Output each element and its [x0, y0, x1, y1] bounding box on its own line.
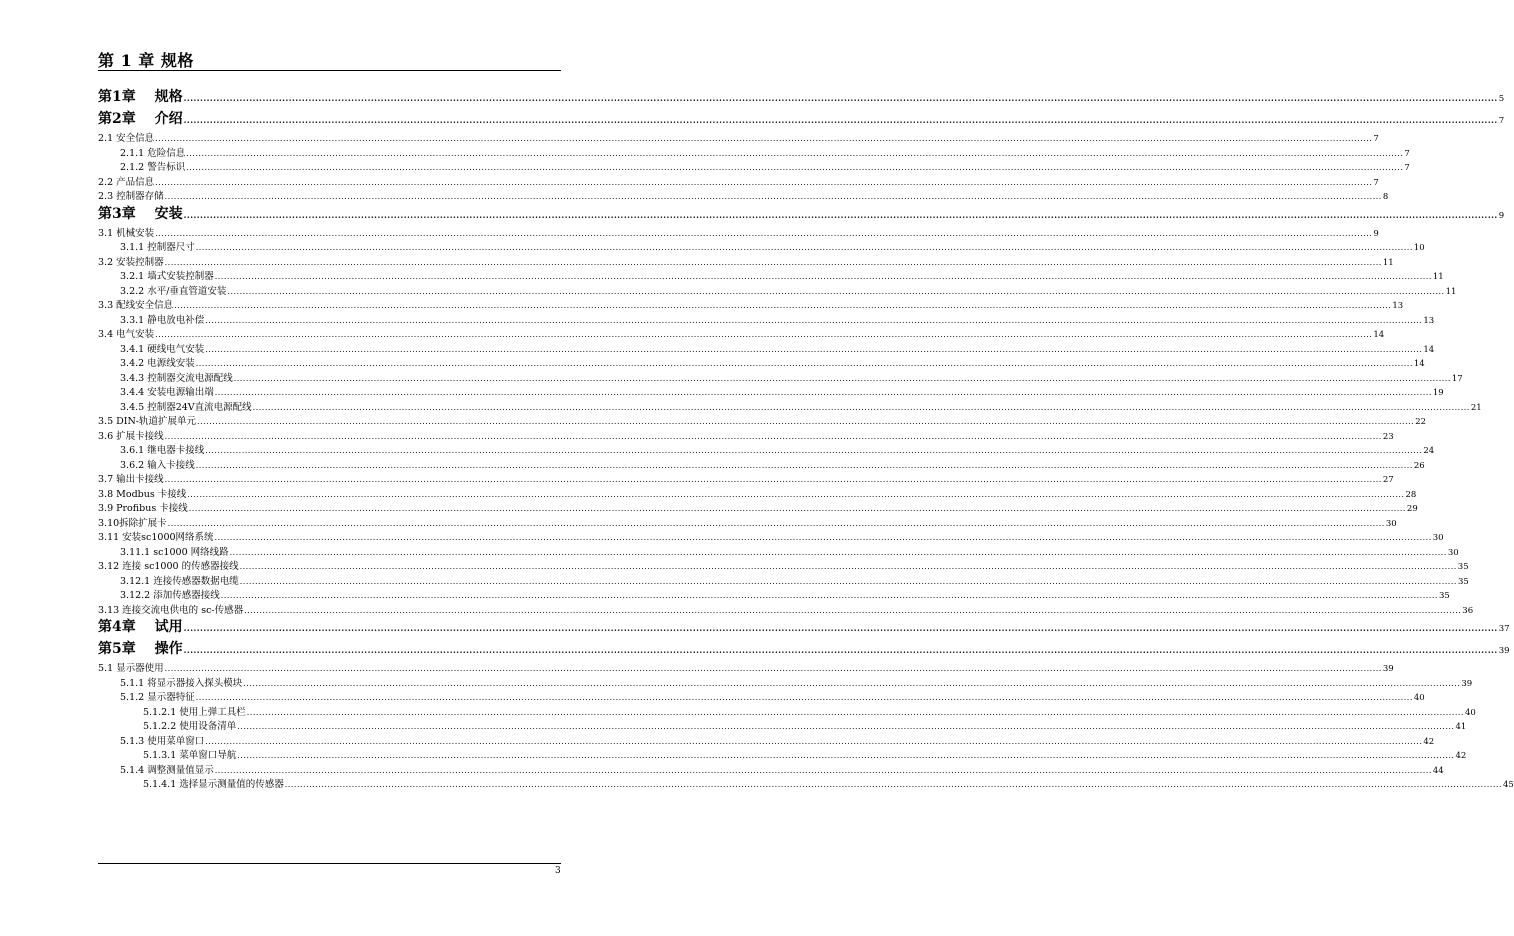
toc-dot-leader: ................................................................................................................................................................................................................................................................................................................................................................................................................ [195, 693, 1413, 702]
toc-section-entry[interactable] [98, 675, 1473, 690]
toc-section-entry[interactable] [98, 704, 1476, 719]
toc-entry-page: 30 [1385, 518, 1397, 529]
toc-entry-page: 9 [1498, 210, 1505, 221]
toc-chapter-entry[interactable] [98, 108, 1505, 130]
toc-dot-leader: ................................................................................................................................................................................................................................................................................................................................................................................................................ [183, 645, 1498, 655]
toc-entry-label: 3.6 扩展卡接线 [98, 430, 164, 442]
toc-dot-leader: ................................................................................................................................................................................................................................................................................................................................................................................................................ [214, 533, 1432, 542]
toc-entry-page: 23 [1382, 431, 1394, 442]
toc-entry-page: 37 [1498, 624, 1510, 634]
toc-entry-label: 5.1.1 将显示器接入探头模块 [120, 677, 243, 689]
toc-section-entry[interactable] [98, 130, 1379, 145]
toc-section-entry[interactable] [98, 776, 1514, 791]
toc-section-entry[interactable] [98, 326, 1385, 341]
toc-dot-leader: ................................................................................................................................................................................................................................................................................................................................................................................................................ [220, 591, 1438, 600]
toc-dot-leader: ................................................................................................................................................................................................................................................................................................................................................................................................................ [155, 177, 1373, 187]
toc-chapter-entry[interactable] [98, 616, 1510, 638]
toc-section-entry[interactable] [98, 486, 1417, 501]
toc-entry-label: 3.7 输出卡接线 [98, 474, 164, 485]
toc-dot-leader: ................................................................................................................................................................................................................................................................................................................................................................................................................ [183, 209, 1498, 220]
toc-section-entry[interactable] [98, 297, 1404, 312]
toc-dot-leader: ................................................................................................................................................................................................................................................................................................................................................................................................................ [155, 228, 1373, 238]
toc-entry-label: 第4章 试用 [98, 619, 183, 635]
toc-section-entry[interactable] [98, 573, 1469, 588]
header-divider [98, 70, 561, 71]
toc-entry-page: 7 [1373, 177, 1379, 188]
toc-dot-leader: ................................................................................................................................................................................................................................................................................................................................................................................................................ [205, 315, 1423, 325]
toc-section-entry[interactable] [98, 188, 1389, 203]
toc-entry-label: 3.4 电气安装 [98, 329, 155, 340]
toc-entry-page: 7 [1404, 148, 1410, 159]
toc-chapter-entry[interactable] [98, 203, 1505, 225]
toc-entry-page: 26 [1413, 460, 1425, 471]
toc-section-entry[interactable] [98, 471, 1394, 486]
toc-entry-page: 13 [1392, 301, 1404, 311]
toc-entry-label: 3.13 连接交流电供电的 sc-传感器 [98, 604, 244, 616]
toc-entry-page: 14 [1413, 359, 1425, 369]
toc-dot-leader: ................................................................................................................................................................................................................................................................................................................................................................................................................ [167, 518, 1385, 528]
toc-dot-leader: ................................................................................................................................................................................................................................................................................................................................................................................................................ [252, 402, 1470, 412]
toc-chapter-entry[interactable] [98, 638, 1510, 660]
toc-dot-leader: ................................................................................................................................................................................................................................................................................................................................................................................................................ [214, 765, 1432, 775]
toc-section-entry[interactable] [98, 239, 1425, 254]
toc-entry-page: 17 [1451, 373, 1463, 384]
toc-section-entry[interactable] [98, 312, 1435, 327]
toc-entry-label: 3.6.2 输入卡接线 [120, 459, 195, 471]
toc-entry-page: 41 [1455, 722, 1467, 732]
toc-section-entry[interactable] [98, 718, 1467, 733]
toc-section-entry[interactable] [98, 587, 1450, 602]
toc-entry-page: 14 [1373, 330, 1385, 340]
toc-entry-label: 5.1.2.1 使用上弹工具栏 [143, 706, 246, 718]
toc-entry-label: 3.12 连接 sc1000 的传感器接线 [98, 561, 239, 572]
table-of-contents [98, 86, 1514, 791]
toc-entry-page: 7 [1404, 163, 1410, 173]
toc-entry-page: 36 [1462, 605, 1474, 616]
toc-dot-leader: ................................................................................................................................................................................................................................................................................................................................................................................................................ [205, 736, 1423, 746]
toc-entry-label: 第3章 安装 [98, 205, 183, 222]
toc-entry-label: 3.10拆除扩展卡 [98, 517, 167, 529]
toc-dot-leader: ................................................................................................................................................................................................................................................................................................................................................................................................................ [244, 605, 1462, 615]
toc-dot-leader: ................................................................................................................................................................................................................................................................................................................................................................................................................ [205, 446, 1423, 455]
toc-dot-leader: ................................................................................................................................................................................................................................................................................................................................................................................................................ [227, 286, 1445, 296]
toc-section-entry[interactable] [98, 457, 1425, 472]
toc-dot-leader: ................................................................................................................................................................................................................................................................................................................................................................................................................ [195, 460, 1413, 470]
toc-dot-leader: ................................................................................................................................................................................................................................................................................................................................................................................................................ [164, 664, 1382, 673]
toc-entry-label: 3.4.1 硬线电气安装 [120, 343, 205, 355]
toc-entry-page: 9 [1373, 228, 1379, 239]
toc-entry-page: 29 [1406, 504, 1418, 514]
toc-entry-label: 3.6.1 继电器卡接线 [120, 445, 205, 456]
toc-entry-label: 3.12.1 连接传感器数据电缆 [120, 575, 239, 587]
toc-entry-page: 35 [1457, 576, 1469, 587]
toc-dot-leader: ................................................................................................................................................................................................................................................................................................................................................................................................................ [164, 257, 1382, 267]
toc-section-entry[interactable] [98, 254, 1394, 269]
toc-entry-label: 3.2.2 水平/垂直管道安装 [120, 285, 227, 297]
page-header-title: 第 1 章 规格 [98, 51, 194, 70]
toc-entry-label: 3.8 Modbus 卡接线 [98, 488, 187, 500]
toc-entry-label: 3.4.5 控制器24V直流电源配线 [120, 401, 252, 413]
toc-dot-leader: ................................................................................................................................................................................................................................................................................................................................................................................................................ [188, 504, 1406, 513]
toc-section-entry[interactable] [98, 145, 1410, 160]
toc-dot-leader: ................................................................................................................................................................................................................................................................................................................................................................................................................ [284, 780, 1502, 789]
toc-dot-leader: ................................................................................................................................................................................................................................................................................................................................................................................................................ [164, 192, 1382, 201]
toc-entry-page: 42 [1423, 736, 1435, 747]
toc-entry-label: 2.1 安全信息 [98, 133, 155, 144]
toc-entry-page: 30 [1447, 547, 1459, 558]
toc-entry-page: 7 [1373, 134, 1379, 144]
toc-dot-leader: ................................................................................................................................................................................................................................................................................................................................................................................................................ [214, 388, 1432, 397]
toc-dot-leader: ................................................................................................................................................................................................................................................................................................................................................................................................................ [186, 163, 1404, 172]
toc-entry-page: 39 [1382, 664, 1394, 674]
footer-divider [98, 863, 561, 864]
toc-entry-page: 11 [1445, 286, 1457, 297]
toc-dot-leader: ................................................................................................................................................................................................................................................................................................................................................................................................................ [239, 562, 1457, 571]
toc-entry-label: 3.3 配线安全信息 [98, 300, 174, 311]
toc-entry-label: 3.1 机械安装 [98, 227, 155, 239]
toc-entry-label: 3.2 安装控制器 [98, 256, 164, 268]
toc-entry-page: 5 [1498, 94, 1505, 104]
toc-entry-label: 5.1.4.1 选择显示测量值的传感器 [143, 779, 284, 790]
toc-entry-label: 3.2.1 墙式安装控制器 [120, 271, 214, 282]
toc-entry-page: 19 [1432, 388, 1444, 398]
toc-dot-leader: ................................................................................................................................................................................................................................................................................................................................................................................................................ [237, 751, 1455, 760]
toc-entry-label: 2.3 控制器存储 [98, 191, 164, 202]
toc-dot-leader: ................................................................................................................................................................................................................................................................................................................................................................................................................ [239, 576, 1457, 586]
toc-entry-page: 44 [1432, 765, 1444, 776]
toc-entry-page: 21 [1470, 402, 1482, 413]
toc-dot-leader: ................................................................................................................................................................................................................................................................................................................................................................................................................ [155, 134, 1373, 143]
toc-section-entry[interactable] [98, 159, 1410, 174]
toc-dot-leader: ................................................................................................................................................................................................................................................................................................................................................................................................................ [214, 272, 1432, 281]
toc-entry-page: 27 [1382, 475, 1394, 485]
toc-entry-label: 3.12.2 添加传感器接线 [120, 590, 220, 601]
toc-chapter-entry[interactable] [98, 86, 1505, 108]
toc-dot-leader: ................................................................................................................................................................................................................................................................................................................................................................................................................ [174, 301, 1392, 310]
toc-entry-page: 28 [1405, 489, 1417, 500]
toc-section-entry[interactable] [98, 428, 1394, 443]
toc-dot-leader: ................................................................................................................................................................................................................................................................................................................................................................................................................ [164, 475, 1382, 484]
toc-entry-page: 11 [1382, 257, 1394, 268]
toc-entry-page: 35 [1457, 562, 1469, 572]
toc-entry-label: 2.1.1 危险信息 [120, 147, 186, 159]
toc-entry-page: 7 [1498, 116, 1505, 126]
toc-section-entry[interactable] [98, 602, 1474, 617]
toc-entry-page: 13 [1423, 315, 1435, 326]
toc-entry-page: 45 [1502, 780, 1514, 790]
toc-entry-page: 11 [1432, 272, 1444, 282]
toc-dot-leader: ................................................................................................................................................................................................................................................................................................................................................................................................................ [186, 148, 1404, 158]
toc-dot-leader: ................................................................................................................................................................................................................................................................................................................................................................................................................ [233, 373, 1451, 383]
toc-dot-leader: ................................................................................................................................................................................................................................................................................................................................................................................................................ [183, 93, 1498, 103]
toc-section-entry[interactable] [98, 762, 1444, 777]
toc-section-entry[interactable] [98, 413, 1427, 428]
toc-dot-leader: ................................................................................................................................................................................................................................................................................................................................................................................................................ [183, 623, 1498, 633]
toc-entry-label: 5.1.3 使用菜单窗口 [120, 735, 205, 747]
toc-entry-label: 3.4.4 安装电源输出端 [120, 387, 214, 398]
toc-section-entry[interactable] [98, 268, 1444, 283]
toc-dot-leader: ................................................................................................................................................................................................................................................................................................................................................................................................................ [155, 330, 1373, 339]
toc-entry-label: 5.1 显示器使用 [98, 663, 164, 674]
toc-entry-label: 3.4.3 控制器交流电源配线 [120, 372, 233, 384]
toc-section-entry[interactable] [98, 384, 1444, 399]
toc-section-entry[interactable] [98, 225, 1379, 240]
toc-entry-page: 8 [1382, 192, 1389, 202]
toc-entry-page: 40 [1413, 693, 1425, 703]
toc-section-entry[interactable] [98, 544, 1459, 559]
toc-entry-label: 5.1.3.1 菜单窗口导航 [143, 750, 237, 761]
toc-dot-leader: ................................................................................................................................................................................................................................................................................................................................................................................................................ [164, 431, 1382, 441]
toc-entry-page: 39 [1498, 646, 1510, 656]
toc-entry-page: 42 [1455, 751, 1467, 761]
toc-entry-label: 5.1.2.2 使用设备清单 [143, 721, 237, 732]
toc-section-entry[interactable] [98, 747, 1467, 762]
toc-section-entry[interactable] [98, 341, 1435, 356]
toc-section-entry[interactable] [98, 558, 1469, 573]
toc-entry-label: 3.9 Profibus 卡接线 [98, 503, 188, 514]
toc-entry-page: 14 [1423, 344, 1435, 355]
toc-section-entry[interactable] [98, 283, 1457, 298]
toc-entry-label: 第2章 介绍 [98, 111, 183, 127]
toc-entry-label: 3.11 安装sc1000网络系统 [98, 532, 214, 543]
toc-dot-leader: ................................................................................................................................................................................................................................................................................................................................................................................................................ [195, 359, 1413, 368]
toc-section-entry[interactable] [98, 399, 1482, 414]
toc-entry-page: 24 [1423, 446, 1435, 456]
toc-dot-leader: ................................................................................................................................................................................................................................................................................................................................................................................................................ [237, 722, 1455, 731]
toc-entry-label: 3.11.1 sc1000 网络线路 [120, 546, 229, 558]
toc-entry-page: 10 [1413, 243, 1425, 253]
toc-dot-leader: ................................................................................................................................................................................................................................................................................................................................................................................................................ [229, 547, 1447, 557]
toc-section-entry[interactable] [98, 660, 1394, 675]
toc-entry-label: 3.5 DIN-轨道扩展单元 [98, 416, 197, 427]
toc-entry-label: 3.4.2 电源线安装 [120, 358, 195, 369]
toc-entry-page: 30 [1432, 533, 1444, 543]
toc-section-entry[interactable] [98, 370, 1463, 385]
toc-section-entry[interactable] [98, 355, 1425, 370]
toc-entry-label: 2.2 产品信息 [98, 176, 155, 188]
toc-section-entry[interactable] [98, 174, 1379, 189]
page-number: 3 [555, 866, 561, 876]
toc-entry-label: 5.1.4 调整测量值显示 [120, 764, 214, 776]
toc-entry-page: 40 [1464, 707, 1476, 718]
toc-entry-label: 5.1.2 显示器特征 [120, 692, 195, 703]
toc-entry-page: 35 [1438, 591, 1450, 601]
toc-section-entry[interactable] [98, 442, 1435, 457]
toc-dot-leader: ................................................................................................................................................................................................................................................................................................................................................................................................................ [197, 417, 1415, 426]
toc-dot-leader: ................................................................................................................................................................................................................................................................................................................................................................................................................ [246, 707, 1464, 717]
toc-section-entry[interactable] [98, 515, 1397, 530]
toc-section-entry[interactable] [98, 500, 1418, 515]
toc-section-entry[interactable] [98, 733, 1435, 748]
toc-section-entry[interactable] [98, 529, 1444, 544]
toc-dot-leader: ................................................................................................................................................................................................................................................................................................................................................................................................................ [243, 678, 1461, 688]
toc-entry-label: 3.1.1 控制器尺寸 [120, 242, 195, 253]
toc-section-entry[interactable] [98, 689, 1425, 704]
toc-entry-label: 第5章 操作 [98, 641, 183, 657]
toc-dot-leader: ................................................................................................................................................................................................................................................................................................................................................................................................................ [187, 489, 1405, 499]
toc-entry-label: 2.1.2 警告标识 [120, 162, 186, 173]
toc-entry-label: 3.3.1 静电放电补偿 [120, 314, 205, 326]
toc-dot-leader: ................................................................................................................................................................................................................................................................................................................................................................................................................ [183, 115, 1498, 125]
toc-entry-label: 第1章 规格 [98, 89, 183, 105]
toc-dot-leader: ................................................................................................................................................................................................................................................................................................................................................................................................................ [195, 243, 1413, 252]
toc-entry-page: 39 [1461, 678, 1473, 689]
toc-entry-page: 22 [1415, 417, 1427, 427]
toc-dot-leader: ................................................................................................................................................................................................................................................................................................................................................................................................................ [205, 344, 1423, 354]
